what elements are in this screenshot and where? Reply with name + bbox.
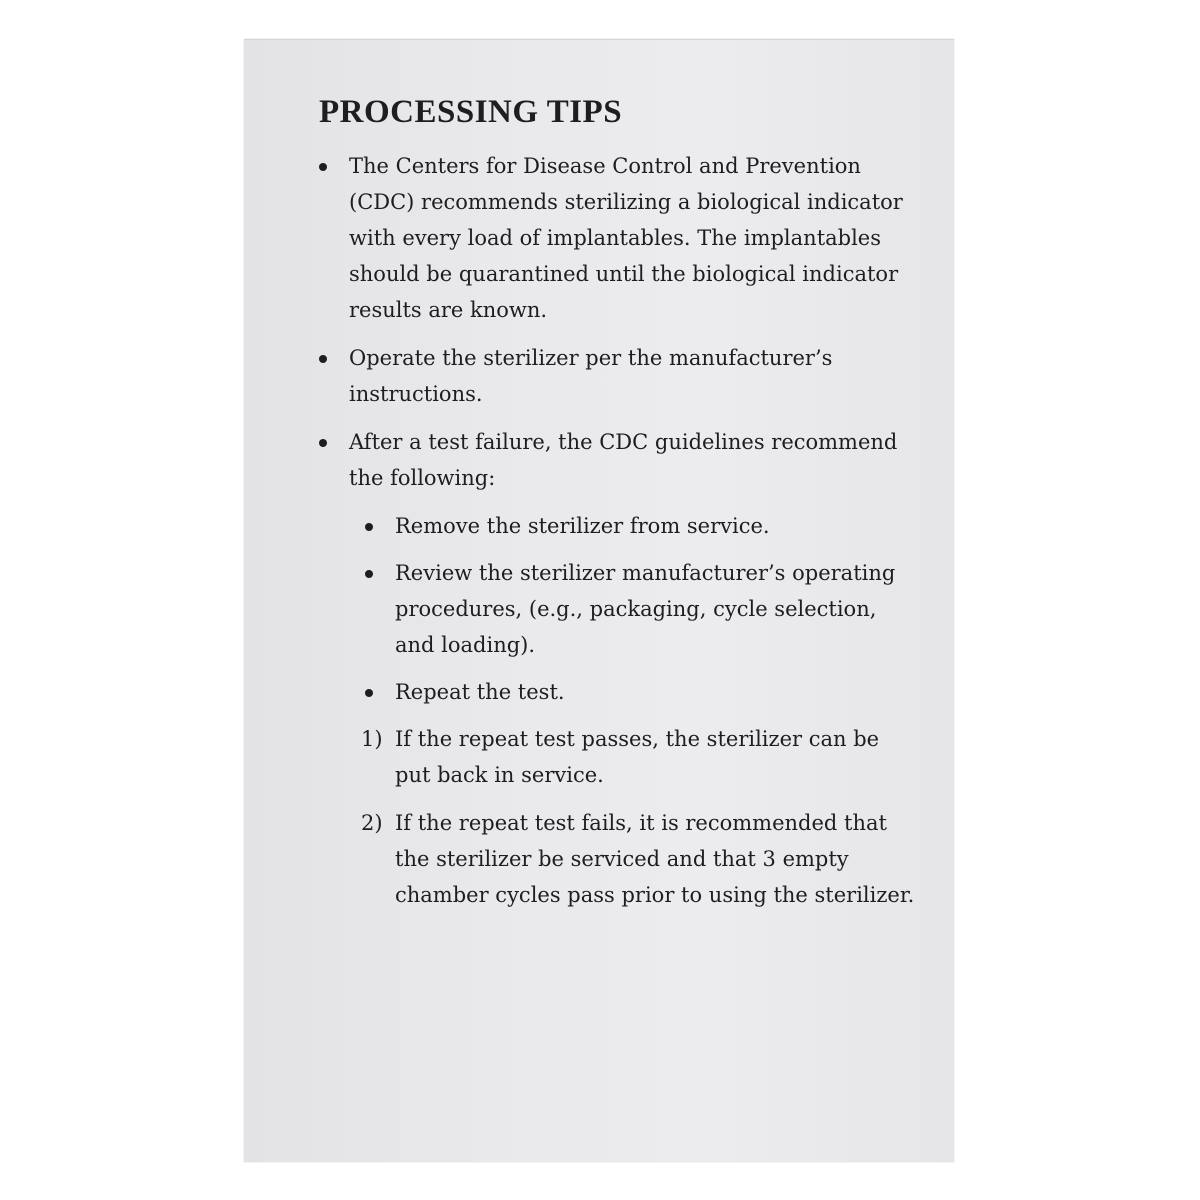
tips-list (319, 148, 919, 913)
card-content (319, 92, 919, 925)
failure-steps-list (319, 508, 919, 913)
outcome-text: If the repeat test passes, the sterilizer can be put back in service. (395, 727, 880, 787)
bullet-icon (365, 570, 373, 578)
tip-text: The Centers for Disease Control and Prevention (CDC) recommends sterilizing a biological indicator with every load of implantables. The implantables should be quarantined until the biological indicator results are known. (349, 154, 903, 322)
document-title: PROCESSING TIPS (319, 94, 623, 130)
tip-item (319, 424, 919, 913)
bullet-icon (319, 355, 327, 363)
subtip-text: Remove the sterilizer from service. (395, 514, 770, 538)
bullet-icon (365, 523, 373, 531)
subtip-item (365, 555, 919, 663)
tip-text: Operate the sterilizer per the manufacturer’s instructions. (349, 346, 833, 406)
subtip-item (365, 508, 919, 544)
outcome-number: 2) (361, 811, 383, 835)
tip-item (319, 148, 919, 328)
bullet-icon (319, 163, 327, 171)
outcome-number: 1) (361, 727, 383, 751)
outcome-text: If the repeat test fails, it is recommended that the sterilizer be serviced and that 3 empty chamber cycles pass prior to using the sterilizer. (395, 811, 915, 907)
repeat-test-outcomes (361, 721, 919, 913)
bullet-icon (365, 689, 373, 697)
tip-item (319, 340, 919, 412)
outcome-item (361, 721, 919, 793)
outcome-item (361, 805, 919, 913)
subtip-text: Repeat the test. (395, 680, 565, 704)
subtip-text: Review the sterilizer manufacturer’s operating procedures, (e.g., packaging, cycle selection, and loading). (395, 561, 896, 657)
bullet-icon (319, 439, 327, 447)
tip-text: After a test failure, the CDC guidelines recommend the following: (349, 430, 898, 490)
subtip-item (361, 674, 919, 913)
instruction-card (244, 39, 954, 1162)
